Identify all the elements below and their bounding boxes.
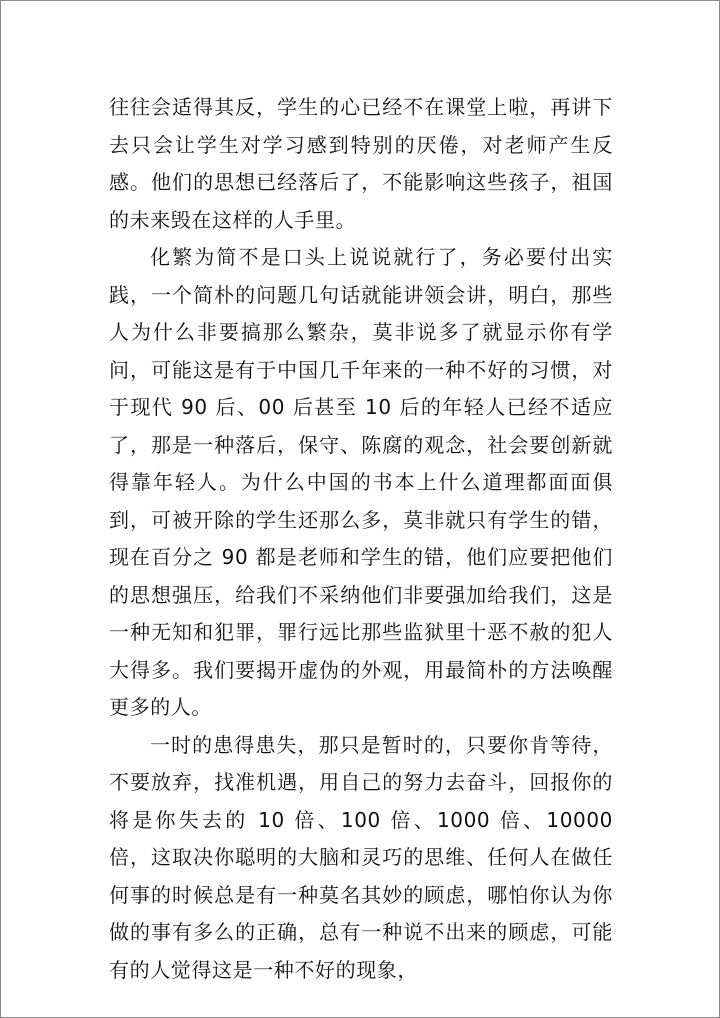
paragraph-1: 往往会适得其反，学生的心已经不在课堂上啦，再讲下去只会让学生对学习感到特别的厌倦，对老师产生反感。他们的思想已经落后了，不能影响这些孩子，祖国的未来毁在这样的人手里。 (109, 95, 613, 232)
document-body (109, 89, 613, 989)
paragraph-3: 一时的患得患失，那只是暂时的，只要你肯等待，不要放弃，找准机遇，用自己的努力去奋斗，回报你的将是你失去的 10 倍、100 倍、1000 倍、10000 倍，这取决你聪明的大脑和灵巧的思维、任何人在做任何事的时候总是有一种莫名其妙的顾虑，哪怕你认为你做的事有多么的正确，总有一种说不出来的顾虑，可能有的人觉得这是一种不好的现象， (109, 732, 613, 982)
paragraph-2: 化繁为简不是口头上说说就行了，务必要付出实践，一个简朴的问题几句话就能讲领会讲，明白，那些人为什么非要搞那么繁杂，莫非说多了就显示你有学问，可能这是有于中国几千年来的一种不好的习惯，对于现代 90 后、00 后甚至 10 后的年轻人已经不适应了，那是一种落后，保守、陈腐的观念，社会要创新就得靠年轻人。为什么中国的书本上什么道理都面面俱到，可被开除的学生还那么多，莫非就只有学生的错，现在百分之 90 都是老师和学生的错，他们应要把他们的思想强压，给我们不采纳他们非要强加给我们，这是一种无知和犯罪，罪行远比那些监狱里十恶不赦的犯人大得多。我们要揭开虚伪的外观，用最简朴的方法唤醒更多的人。 (109, 245, 613, 719)
